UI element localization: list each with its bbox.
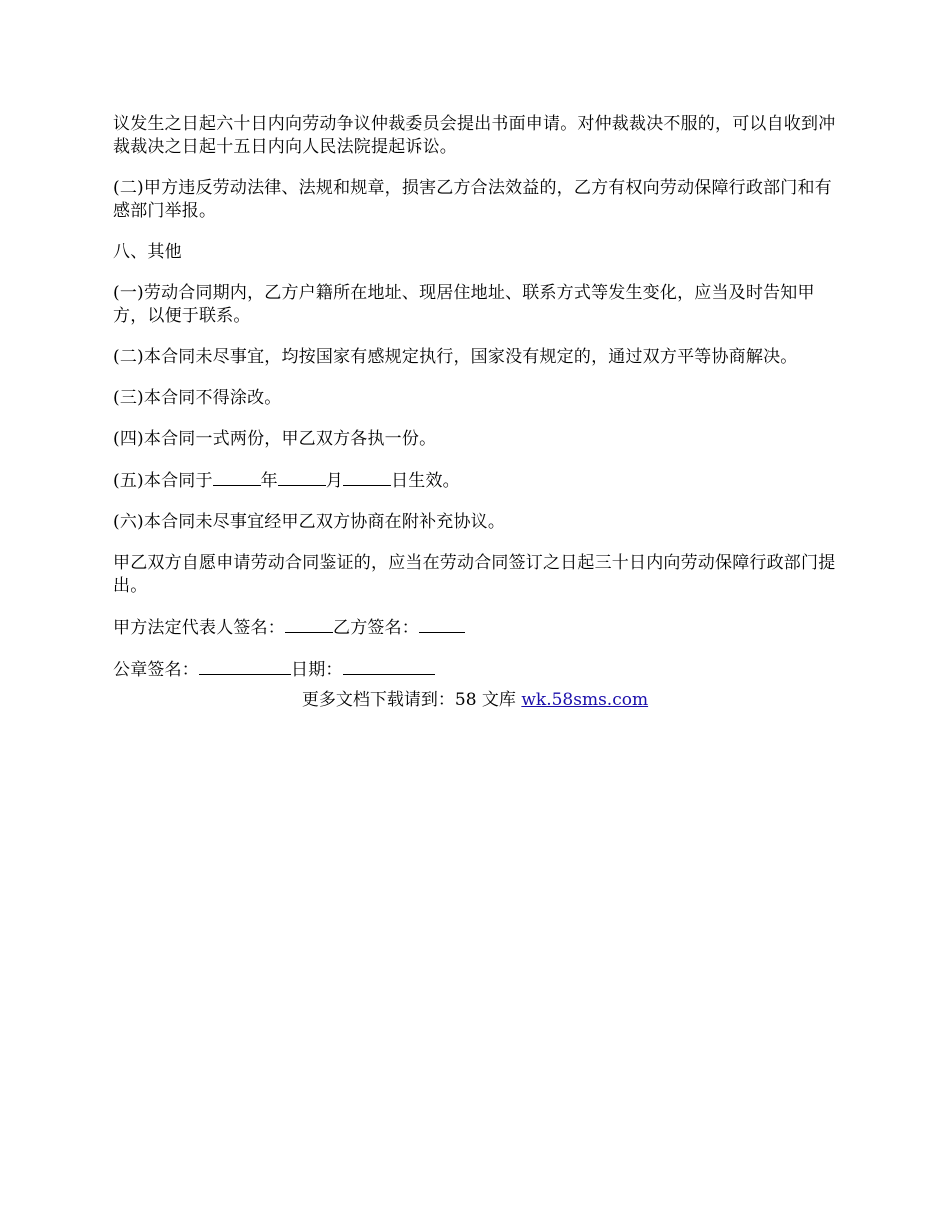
day-blank — [343, 469, 391, 486]
paragraph-effective-date — [113, 469, 848, 493]
paragraph-copies: (四)本合同一式两份，甲乙双方各执一份。 — [113, 429, 437, 449]
party-b-sign-label: 乙方签名： — [333, 618, 419, 638]
year-blank — [213, 469, 261, 486]
document-body — [113, 113, 848, 700]
effective-date-suffix: 日生效。 — [391, 471, 460, 491]
seal-sign-blank — [199, 658, 291, 675]
paragraph-unresolved-matters: (二)本合同未尽事宜，均按国家有感规定执行，国家没有规定的，通过双方平等协商解决。 — [113, 347, 798, 367]
party-b-sign-blank — [419, 616, 465, 633]
party-a-sign-label: 甲方法定代表人签名： — [113, 618, 285, 638]
date-label: 日期： — [291, 660, 343, 680]
paragraph-violation-report: (二)甲方违反劳动法律、法规和规章，损害乙方合法效益的，乙方有权向劳动保障行政部门和有感部门举报。 — [113, 178, 832, 221]
effective-date-prefix: (五)本合同于 — [113, 471, 213, 491]
signature-line — [113, 616, 848, 640]
paragraph-certification: 甲乙双方自愿申请劳动合同鉴证的，应当在劳动合同签订之日起三十日内向劳动保障行政部门提出。 — [113, 553, 836, 596]
month-blank — [278, 469, 326, 486]
footer-text: 更多文档下载请到：58 文库 — [301, 690, 522, 710]
paragraph-arbitration: 议发生之日起六十日内向劳动争议仲裁委员会提出书面申请。对仲裁裁决不服的，可以自收到冲裁裁决之日起十五日内向人民法院提起诉讼。 — [113, 114, 836, 157]
paragraph-contact-change: (一)劳动合同期内，乙方户籍所在地址、现居住地址、联系方式等发生变化，应当及时告知甲方，以便于联系。 — [113, 283, 815, 326]
section-heading-other: 八、其他 — [113, 242, 182, 262]
seal-sign-label: 公章签名： — [113, 660, 199, 680]
year-label: 年 — [260, 471, 278, 491]
month-label: 月 — [325, 471, 344, 491]
footer — [0, 689, 950, 712]
paragraph-supplement: (六)本合同未尽事宜经甲乙双方协商在附补充协议。 — [113, 512, 506, 532]
paragraph-no-alteration: (三)本合同不得涂改。 — [113, 388, 282, 408]
footer-link[interactable]: wk.58sms.com — [521, 690, 649, 710]
party-a-sign-blank — [285, 616, 333, 633]
seal-date-line — [113, 658, 848, 682]
date-blank — [343, 658, 435, 675]
